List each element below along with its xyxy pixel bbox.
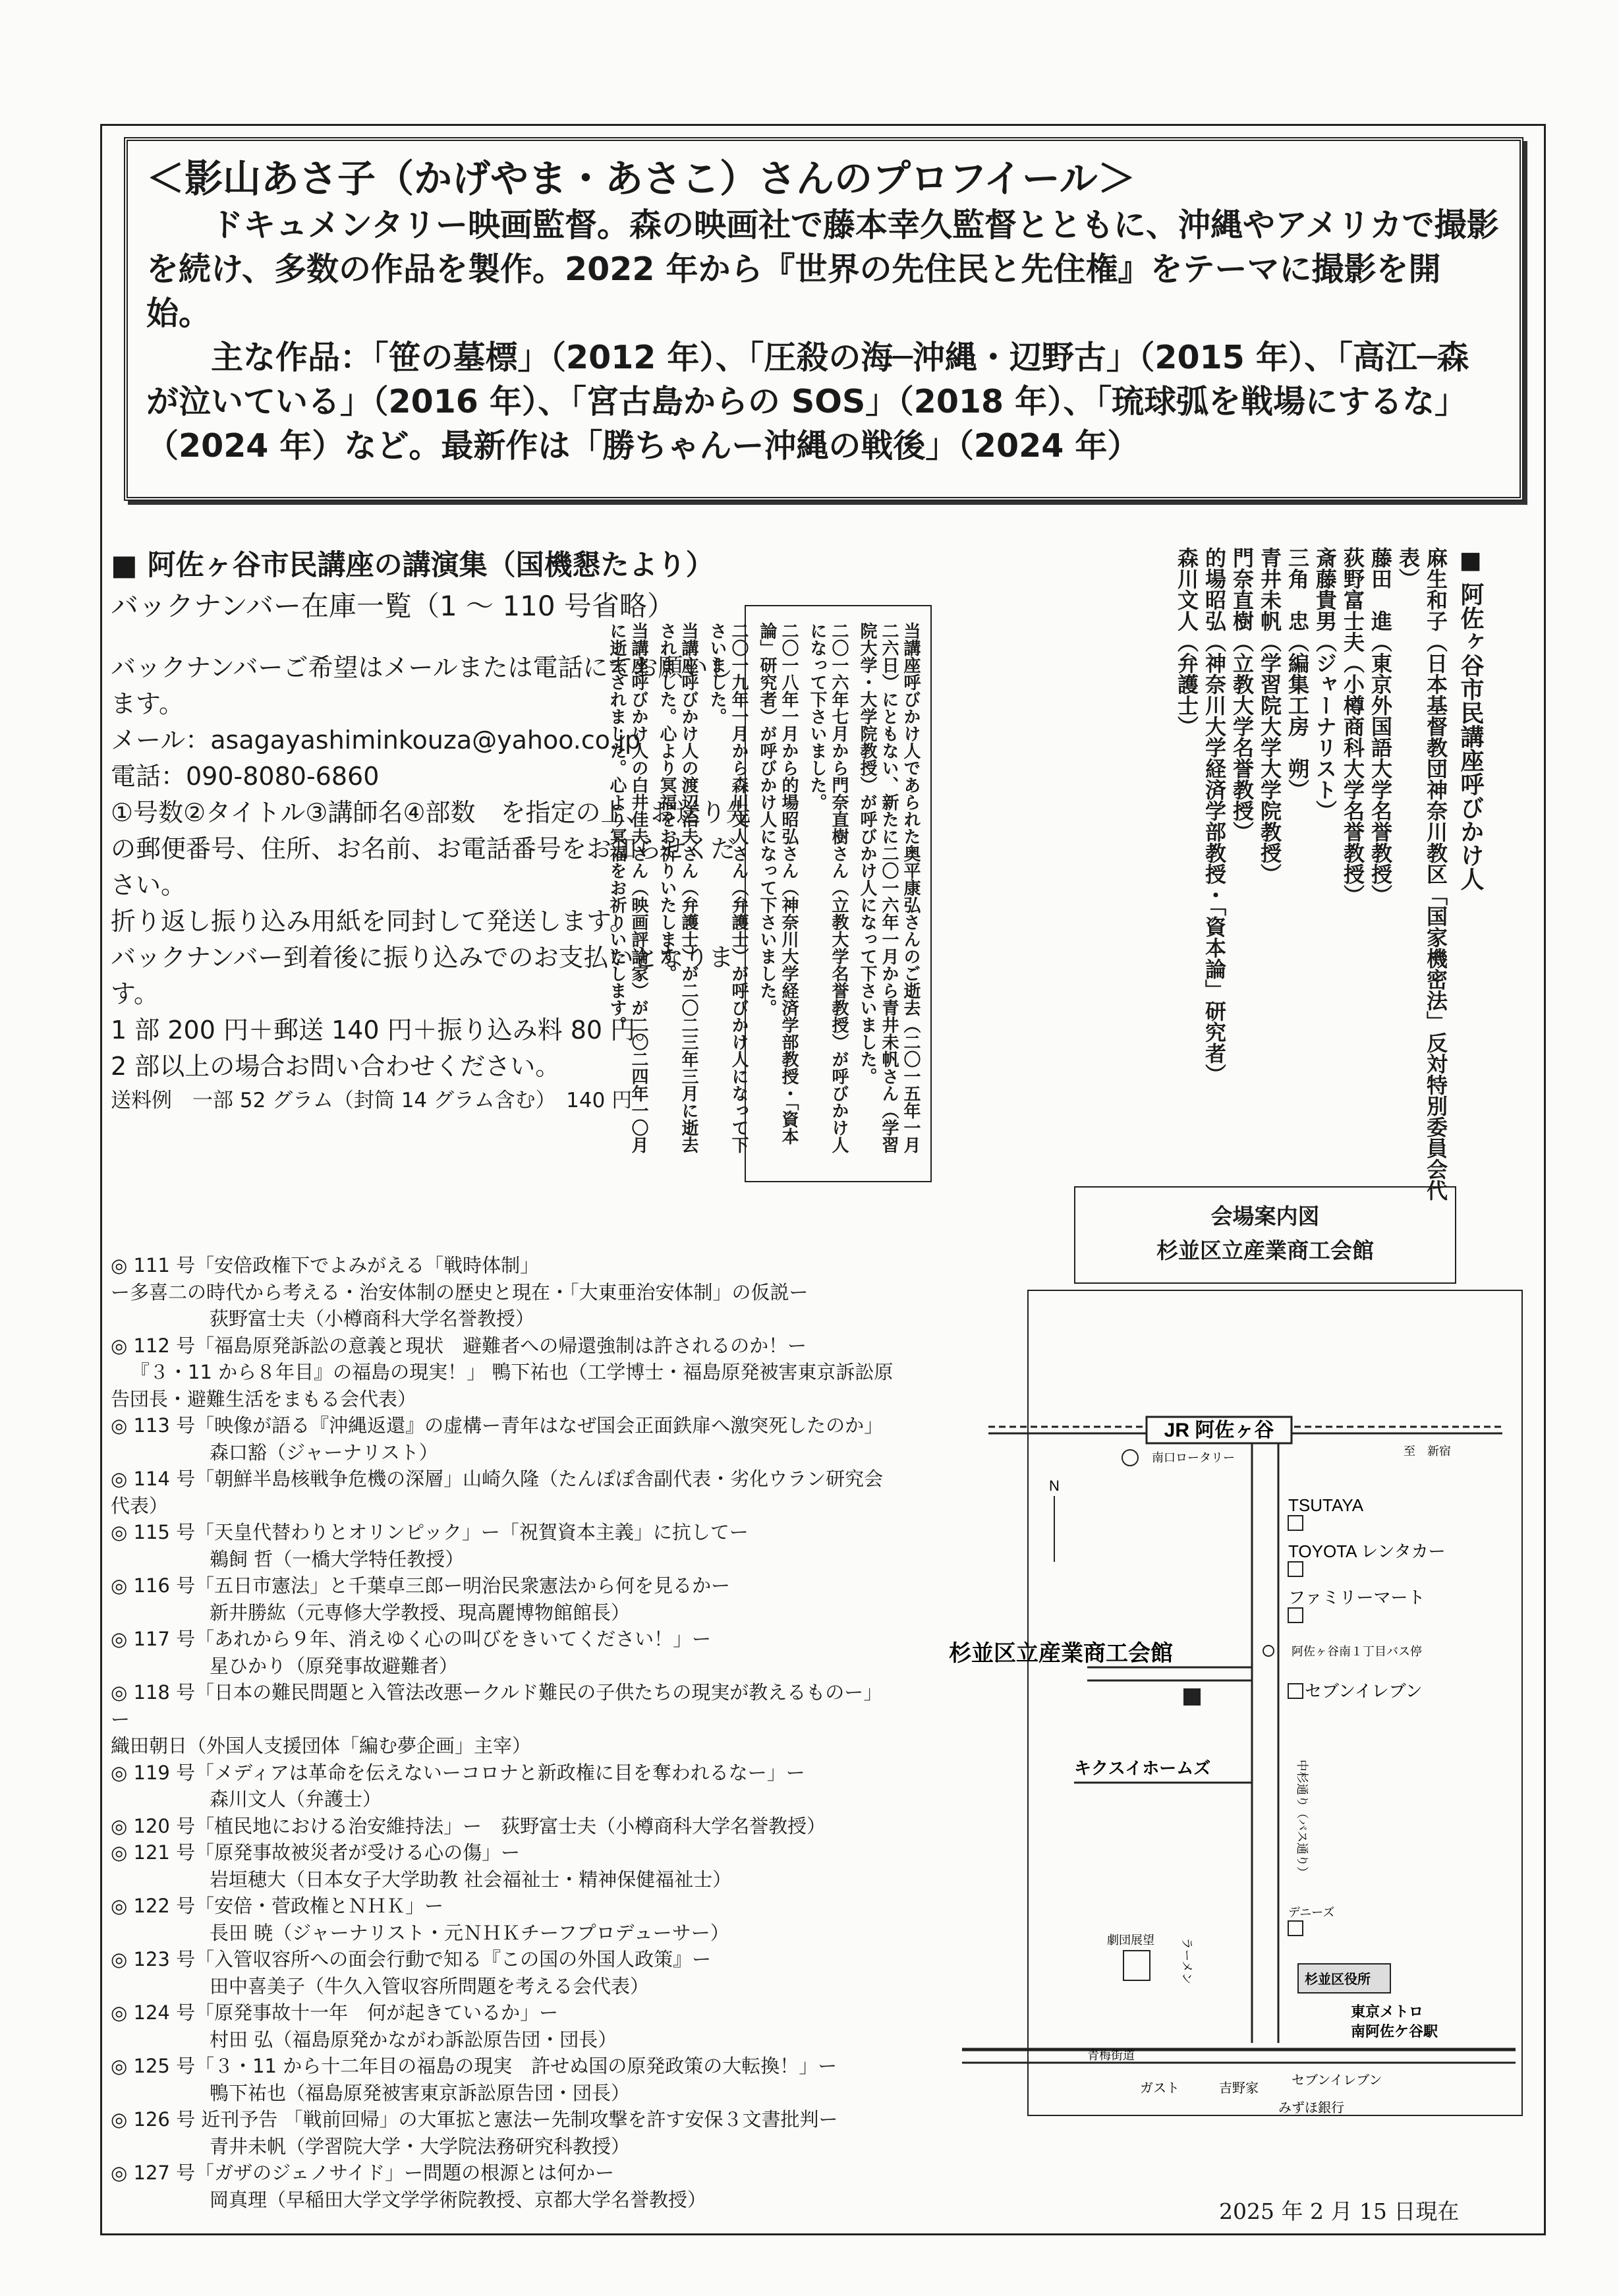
mizuho-label: みずほ銀行 bbox=[1278, 2101, 1344, 2115]
bus-stop-icon bbox=[1263, 1646, 1274, 1656]
station-label: JR 阿佐ヶ谷 bbox=[1164, 1420, 1274, 1441]
caller-name: 三角 忠（編集工房 朔） bbox=[1285, 547, 1310, 800]
backnumber-item bbox=[111, 1252, 901, 1333]
metro-label-2: 南阿佐ケ谷駅 bbox=[1351, 2023, 1438, 2040]
backnumber-item bbox=[111, 2053, 901, 2106]
seven-eleven-marker bbox=[1288, 1684, 1303, 1698]
seven-eleven-2-label: セブンイレブン bbox=[1292, 2073, 1382, 2088]
backnumber-item bbox=[111, 1946, 901, 1999]
order-line: ①号数②タイトル③講師名④部数 を指定の上、お送り先の郵便番号、住所、お名前、お電話番号をお知らせください。 bbox=[111, 798, 751, 900]
caller-name: 門奈直樹（立教大学名誉教授） bbox=[1230, 547, 1255, 842]
backnumber-text: ◎ 118 号「日本の難民問題と入管法改悪ークルド難民の子供たちの現実が教えるものー」ー bbox=[111, 1681, 883, 1731]
order-line: バックナンバー到着後に振り込みでのお支払いとなります。 bbox=[111, 943, 734, 1008]
backnumber-item bbox=[111, 1572, 901, 1626]
backnumber-item bbox=[111, 1679, 901, 1760]
profile-box bbox=[124, 137, 1523, 501]
lecture-heading: ■ 阿佐ヶ谷市民講座の講演集（国機懇たより） bbox=[111, 549, 714, 582]
backnumber-item bbox=[111, 1999, 901, 2053]
to-shinjuku-label: 至 新宿 bbox=[1404, 1445, 1451, 1458]
backnumber-text: 新井勝紘（元専修大学教授、現高麗博物館館長） bbox=[210, 1601, 631, 1624]
profile-paragraph-2: 主な作品：「笹の墓標」（2012 年）、「圧殺の海─沖縄・辺野古」（2015 年）、「高江─森が泣いている」（2016 年）、「宮古島からの SOS」（2018 年）、「琉球弧を戦場にするな」（2024 年）など。最新作は「勝ちゃんー沖縄の戦後」（2024 年） bbox=[146, 339, 1469, 465]
toyota-label: TOYOTA レンタカー bbox=[1288, 1541, 1446, 1561]
seven-eleven-label: セブンイレブン bbox=[1305, 1681, 1423, 1701]
backnumber-text: ◎ 125 号「３・11 から十二年目の福島の現実 許せぬ国の原発政策の大転換！」ー bbox=[111, 2055, 838, 2077]
profile-paragraph-1: ドキュメンタリー映画監督。森の映画社で藤本幸久監督とともに、沖縄やアメリカで撮影を続け、多数の作品を製作。2022 年から『世界の先住民と先住権』をテーマに撮影を開始。 bbox=[146, 206, 1499, 332]
caller-name: 斎藤貴男（ジャーナリスト） bbox=[1313, 547, 1338, 821]
memorial-line: 二〇一九年一月から森川文人さん（弁護士）が呼びかけ人になって下さいました。 bbox=[707, 622, 749, 1153]
order-line: バックナンバーご希望はメールまたは電話にてお願いします。 bbox=[111, 653, 733, 718]
backnumber-text: ◎ 121 号「原発事故被災者が受ける心の傷」ー bbox=[111, 1841, 521, 1864]
memorial-line: 当講座呼びかけ人の白井佳夫さん（映画評論家）が二〇二四年一〇月に逝去されました。心より冥福をお祈りいたします。 bbox=[607, 622, 648, 1153]
backnumber-text: ◎ 115 号「天皇代替わりとオリンピック」ー「祝賀資本主義」に抗してー bbox=[111, 1521, 749, 1543]
north-label: N bbox=[1049, 1478, 1060, 1494]
backnumber-text: ◎ 116 号「五日市憲法」と千葉卓三郎ー明治民衆憲法から何を見るかー bbox=[111, 1574, 731, 1597]
backnumber-text: ◎ 113 号「映像が語る『沖縄返還』の虚構ー青年はなぜ国会正面鉄扉へ激突死したのか」 bbox=[111, 1414, 884, 1437]
caller-name: 荻野富士夫（小樽商科大学名誉教授） bbox=[1340, 547, 1365, 905]
map-border bbox=[1028, 1290, 1522, 2115]
memorial-line: 当講座呼びかけ人であられた奥平康弘さんのご逝去（二〇一五年一月二六日）にともない、新たに二〇一六年一月から青井未帆さん（学習院大学・大学院教授）が呼びかけ人になって下さいました。 bbox=[857, 622, 921, 1153]
map-label-box bbox=[1074, 1186, 1456, 1284]
backnumber-text: ー多喜二の時代から考える・治安体制の歴史と現在・「大東亜治安体制」の仮説ー bbox=[111, 1280, 809, 1304]
caller-name: 麻生和子（日本基督教団神奈川教区「国家機密法」反対特別委員会代表） bbox=[1396, 547, 1448, 1201]
busstop-label: 阿佐ヶ谷南１丁目バス停 bbox=[1292, 1645, 1422, 1658]
ome-label: 青梅街道 bbox=[1087, 2049, 1135, 2062]
rotary-label: 南口ロータリー bbox=[1152, 1451, 1235, 1464]
order-line: 折り返し振り込み用紙を同封して発送します。 bbox=[111, 907, 635, 936]
familymart-label: ファミリーマート bbox=[1288, 1588, 1425, 1607]
venue-marker bbox=[1183, 1688, 1201, 1706]
order-price: 1 部 200 円＋郵送 140 円＋振り込み料 80 円。 bbox=[111, 1016, 661, 1045]
memorial-line: 当講座呼びかけ人の渡辺治夫さん（弁護士）が二〇二三年三月に逝去されました。心より冥福をお祈りいたします。 bbox=[657, 622, 698, 1153]
backnumber-text: ◎ 111 号「安倍政権下でよみがえる「戦時体制」 bbox=[111, 1254, 540, 1277]
backnumber-text: ◎ 122 号「安倍・菅政権とＮＨＫ」ー bbox=[111, 1895, 444, 1917]
backnumber-text: 村田 弘（福島原発かながわ訴訟原告団・団長） bbox=[210, 2028, 617, 2051]
backnumber-item bbox=[111, 1760, 901, 1813]
callers-heading: ■ 阿佐ヶ谷市民講座呼びかけ人 bbox=[1457, 547, 1484, 891]
backnumber-item bbox=[111, 2160, 901, 2213]
dennys-label: デニーズ bbox=[1288, 1906, 1335, 1919]
tsutaya-label: TSUTAYA bbox=[1288, 1495, 1364, 1515]
backnumber-text: ◎ 127 号「ガザのジェノサイド」ー問題の根源とは何かー bbox=[111, 2162, 615, 2184]
memorial-line: 二〇一六年七月から門奈直樹さん（立教大学名誉教授）が呼びかけ人になって下さいました。 bbox=[807, 622, 849, 1153]
profile-title: ＜影山あさ子（かげやま・あさこ）さんのプロフイール＞ bbox=[146, 156, 1136, 201]
map-label-title: 会場案内図 bbox=[1210, 1203, 1320, 1229]
nakasugi-label: 中杉通り（バス通り） bbox=[1295, 1760, 1309, 1878]
callers-list bbox=[1173, 547, 1484, 1206]
gusto-label: ガスト bbox=[1140, 2081, 1179, 2096]
dennys-marker bbox=[1288, 1921, 1303, 1936]
venue-map bbox=[923, 1285, 1535, 2142]
tsutaya-marker bbox=[1288, 1516, 1303, 1530]
backnumber-text: 織田朝日（外国人支援団体「編む夢企画」主宰） bbox=[111, 1735, 532, 1757]
venue-label: 杉並区立産業商工会館 bbox=[949, 1641, 1173, 1666]
backnumber-text: ◎ 117 号「あれから９年、消えゆく心の叫びをきいてください！」ー bbox=[111, 1628, 712, 1650]
backnumber-item bbox=[111, 1466, 901, 1519]
memorial-line: 二〇一八年一月から的場昭弘さん（神奈川大学経済学部教授・「資本論」研究者）が呼びかけ人になって下さいました。 bbox=[757, 622, 799, 1145]
gekijo-marker bbox=[1123, 1951, 1150, 1980]
backnumber-text: ◎ 112 号「福島原発訴訟の意義と現状 避難者への帰還強制は許されるのか！ー bbox=[111, 1334, 807, 1357]
backnumber-text: ◎ 120 号「植民地における治安維持法」ー 荻野富士夫（小樽商科大学名誉教授） bbox=[111, 1814, 826, 1837]
backnumber-text: 『３・11 から８年目』の福島の現実！」 鴨下祐也（工学博士・福島原発被害東京訴訟原告団長・避難生活をまもる会代表） bbox=[111, 1361, 894, 1410]
backnumber-text: 荻野富士夫（小樽商科大学名誉教授） bbox=[210, 1307, 535, 1330]
backnumber-text: 鴨下祐也（福島原発被害東京訴訟原告団・団長） bbox=[210, 2081, 631, 2104]
backnumber-text: 森口豁（ジャーナリスト） bbox=[210, 1441, 438, 1464]
toyota-marker bbox=[1288, 1562, 1303, 1576]
lecture-subheading: バックナンバー在庫一覧（1 ～ 110 号省略） bbox=[111, 590, 675, 622]
backnumber-text: 長田 暁（ジャーナリスト・元ＮＨＫチーフプロデューサー） bbox=[210, 1921, 729, 1944]
ward-office-label: 杉並区役所 bbox=[1305, 1972, 1371, 1987]
order-email: メール：asagayashiminkouza@yahoo.co.jp bbox=[111, 726, 641, 755]
backnumber-item bbox=[111, 1412, 901, 1466]
as-of-date: 2025 年 2 月 15 日現在 bbox=[1219, 2198, 1460, 2224]
backnumber-text: 岡真理（早稲田大学文学学術院教授、京都大学名誉教授） bbox=[210, 2188, 707, 2211]
caller-name: 森川文人（弁護士） bbox=[1174, 547, 1199, 737]
metro-label-1: 東京メトロ bbox=[1351, 2003, 1424, 2020]
backnumber-text: 鵜飼 哲（一橋大学特任教授） bbox=[210, 1547, 465, 1570]
kikusui-label: キクスイホームズ bbox=[1074, 1758, 1211, 1778]
caller-name: 的場昭弘（神奈川大学経済学部教授・「資本論」研究者） bbox=[1202, 547, 1227, 1085]
backnumber-item bbox=[111, 1333, 901, 1413]
backnumber-text: ◎ 126 号 近刊予告 「戦前回帰」の大軍拡と憲法ー先制攻撃を許す安保３文書批判ー bbox=[111, 2108, 838, 2131]
map-label-place: 杉並区立産業商工会館 bbox=[1156, 1238, 1374, 1263]
backnumber-text: 星ひかり（原発事故避難者） bbox=[210, 1654, 459, 1677]
backnumber-item bbox=[111, 1839, 901, 1893]
backnumber-text: 田中喜美子（牛久入管収容所問題を考える会代表） bbox=[210, 1974, 650, 1997]
backnumber-text: ◎ 114 号「朝鮮半島核戦争危機の深層」山崎久隆（たんぽぽ舎副代表・劣化ウラン研究会代表） bbox=[111, 1468, 884, 1517]
backnumber-text: 森川文人（弁護士） bbox=[210, 1788, 382, 1810]
backnumber-text: ◎ 123 号「入管収容所への面会行動で知る『この国の外国人政策』ー bbox=[111, 1948, 712, 1970]
order-line: 2 部以上の場合お問い合わせください。 bbox=[111, 1052, 561, 1081]
backnumber-text: ◎ 119 号「メディアは革命を伝えないーコロナと新政権に目を奪われるなー」ー bbox=[111, 1761, 805, 1784]
backnumber-list bbox=[111, 1252, 901, 2213]
gekijo-label: 劇団展望 bbox=[1107, 1934, 1154, 1947]
backnumber-item bbox=[111, 1519, 901, 1572]
backnumber-item bbox=[111, 1893, 901, 1946]
ramen-label: ラーメン bbox=[1180, 1937, 1193, 1985]
caller-name: 青井未帆（学習院大学大学院教授） bbox=[1257, 547, 1282, 884]
koban-icon bbox=[1122, 1450, 1138, 1466]
caller-name: 藤田 進（東京外国語大学名誉教授） bbox=[1368, 547, 1393, 905]
yoshinoya-label: 吉野家 bbox=[1219, 2081, 1259, 2096]
familymart-marker bbox=[1288, 1608, 1303, 1622]
backnumber-item bbox=[111, 1626, 901, 1679]
order-phone: 電話：090-8080-6860 bbox=[111, 762, 380, 791]
backnumber-item bbox=[111, 2106, 901, 2160]
backnumber-text: ◎ 124 号「原発事故十一年 何が起きているか」ー bbox=[111, 2001, 559, 2024]
backnumber-text: 岩垣穂大（日本女子大学助教 社会福祉士・精神保健福祉士） bbox=[210, 1868, 732, 1891]
memorial-notice-box bbox=[607, 605, 932, 1182]
backnumber-item bbox=[111, 1813, 901, 1840]
backnumber-text: 青井未帆（学習院大学・大学院法務研究科教授） bbox=[210, 2135, 631, 2158]
shipping-example: 送料例 一部 52 グラム（封筒 14 グラム含む） 140 円 bbox=[111, 1089, 633, 1112]
